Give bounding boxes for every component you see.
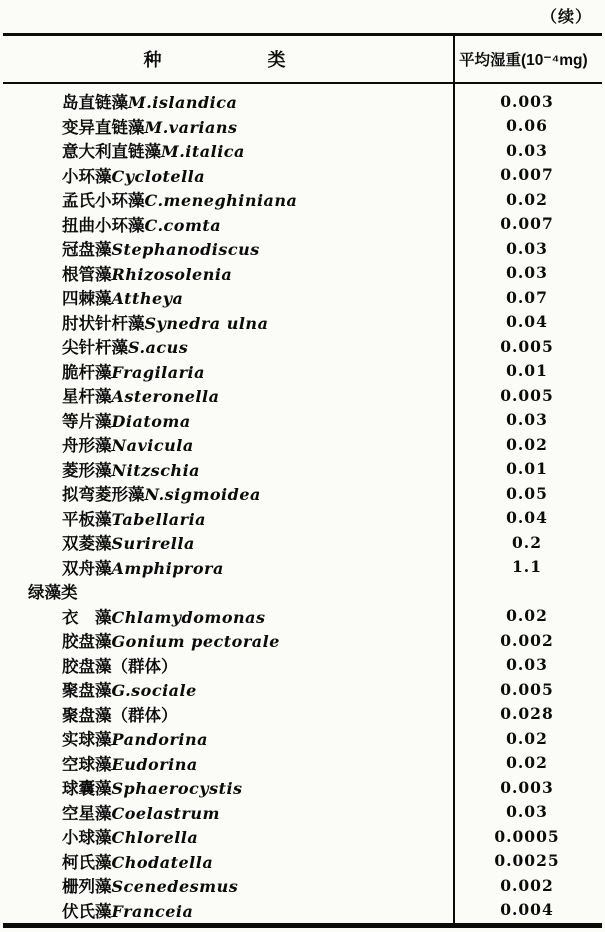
table-row xyxy=(4,579,601,604)
weight-value: 0.02 xyxy=(506,434,548,454)
species-chinese-name: 岛直链藻 xyxy=(62,94,128,113)
header-separator-rule xyxy=(3,82,602,84)
weight-value: 0.003 xyxy=(500,777,554,797)
species-chinese-name: 绿藻类 xyxy=(28,584,78,603)
table-row xyxy=(4,726,601,751)
species-cell xyxy=(4,555,453,579)
species-chinese-name: 胶盘藻（群体） xyxy=(62,657,178,676)
weight-value: 0.0025 xyxy=(494,851,560,871)
species-chinese-name: 小球藻 xyxy=(62,829,112,848)
weight-cell xyxy=(453,827,601,846)
weight-cell xyxy=(453,802,601,821)
weight-value: 1.1 xyxy=(512,557,542,577)
species-chinese-name: 意大利直链藻 xyxy=(62,143,161,162)
weight-value: 0.005 xyxy=(500,679,554,699)
weight-cell xyxy=(453,263,601,282)
weight-cell xyxy=(453,214,601,233)
table-row xyxy=(4,898,601,923)
weight-value: 0.002 xyxy=(500,875,554,895)
species-cell xyxy=(4,285,453,309)
weight-cell xyxy=(453,900,601,919)
species-latin-name: Franceia xyxy=(111,901,194,921)
species-chinese-name: 孟氏小环藻 xyxy=(62,192,145,211)
weight-value: 0.005 xyxy=(500,336,554,356)
weight-value: 0.004 xyxy=(500,900,554,920)
weight-cell xyxy=(453,704,601,723)
weight-value: 0.07 xyxy=(506,287,548,307)
species-chinese-name: 聚盘藻 xyxy=(62,682,112,701)
species-chinese-name: 伏氏藻 xyxy=(62,902,112,921)
table-row xyxy=(4,775,601,800)
species-latin-name: Amphiprora xyxy=(111,558,224,578)
species-cell xyxy=(4,726,453,750)
species-latin-name: Stephanodiscus xyxy=(111,240,260,260)
species-latin-name: Cyclotella xyxy=(111,166,206,186)
species-latin-name: C.meneghiniana xyxy=(144,191,298,211)
weight-column-header xyxy=(459,36,601,82)
weight-cell xyxy=(453,410,601,429)
weight-value: 0.03 xyxy=(506,802,548,822)
weight-value: 0.003 xyxy=(500,91,554,111)
species-latin-name: Pandorina xyxy=(111,730,208,750)
weight-value: 0.04 xyxy=(506,312,548,332)
species-cell xyxy=(4,432,453,456)
species-chinese-name: 栅列藻 xyxy=(62,878,112,897)
weight-cell xyxy=(453,165,601,184)
species-latin-name: Chlorella xyxy=(111,828,199,848)
table-row xyxy=(4,114,601,139)
weight-cell xyxy=(453,92,601,111)
species-header-char-2: 类 xyxy=(267,50,286,70)
weight-cell xyxy=(453,141,601,160)
table-row xyxy=(4,359,601,384)
weight-value: 0.2 xyxy=(512,532,542,552)
weight-value: 0.04 xyxy=(506,508,548,528)
species-latin-name: M.varians xyxy=(144,117,238,137)
table-row xyxy=(4,187,601,212)
table-row xyxy=(4,383,601,408)
weight-cell xyxy=(453,533,601,552)
species-latin-name: Nitzschia xyxy=(111,460,201,480)
species-latin-name: N.sigmoidea xyxy=(144,485,261,505)
species-chinese-name: 拟弯菱形藻 xyxy=(62,486,145,505)
weight-cell xyxy=(453,116,601,135)
weight-cell xyxy=(453,631,601,650)
species-cell xyxy=(4,898,453,922)
species-latin-name: Navicula xyxy=(111,436,194,456)
species-latin-name: S.acus xyxy=(128,338,189,358)
species-latin-name: Synedra ulna xyxy=(144,313,269,333)
species-chinese-name: 星杆藻 xyxy=(62,388,112,407)
weight-cell xyxy=(453,876,601,895)
species-chinese-name: 球囊藻 xyxy=(62,780,112,799)
weight-value: 0.02 xyxy=(506,606,548,626)
weight-value: 0.06 xyxy=(506,116,548,136)
weight-value: 0.02 xyxy=(506,728,548,748)
weight-cell xyxy=(453,508,601,527)
table-row xyxy=(4,261,601,286)
species-chinese-name: 平板藻 xyxy=(62,510,112,529)
species-cell xyxy=(4,800,453,824)
table-row xyxy=(4,653,601,678)
table-row xyxy=(4,310,601,335)
species-cell xyxy=(4,114,453,138)
species-chinese-name: 双舟藻 xyxy=(62,559,112,578)
species-cell xyxy=(4,310,453,334)
table-row xyxy=(4,873,601,898)
species-chinese-name: 胶盘藻 xyxy=(62,633,112,652)
species-cell xyxy=(4,359,453,383)
table-row xyxy=(4,824,601,849)
table-bottom-rule xyxy=(3,923,602,928)
species-cell xyxy=(4,506,453,530)
weight-header-label: 平均湿重(10⁻⁴mg) xyxy=(459,52,588,69)
species-cell xyxy=(4,236,453,260)
weight-cell xyxy=(453,680,601,699)
species-cell xyxy=(4,457,453,481)
species-cell xyxy=(4,824,453,848)
species-cell xyxy=(4,163,453,187)
weight-value: 0.002 xyxy=(500,630,554,650)
table-row xyxy=(4,702,601,727)
weight-value: 0.03 xyxy=(506,238,548,258)
species-cell xyxy=(4,873,453,897)
species-latin-name: Tabellaria xyxy=(111,509,207,529)
table-row xyxy=(4,408,601,433)
species-latin-name: Attheya xyxy=(111,289,184,309)
weight-value: 0.007 xyxy=(500,214,554,234)
table-row xyxy=(4,800,601,825)
table-row xyxy=(4,530,601,555)
weight-cell xyxy=(453,386,601,405)
species-header-char-1: 种 xyxy=(143,50,162,70)
weight-value: 0.01 xyxy=(506,459,548,479)
table-row xyxy=(4,432,601,457)
weight-cell xyxy=(453,851,601,870)
species-latin-name: Eudorina xyxy=(111,754,198,774)
continued-label: （续） xyxy=(540,9,592,26)
species-cell xyxy=(4,383,453,407)
species-chinese-name: 聚盘藻（群体） xyxy=(62,706,178,725)
table-row xyxy=(4,677,601,702)
species-chinese-name: 实球藻 xyxy=(62,731,112,750)
weight-value: 0.03 xyxy=(506,655,548,675)
species-column-header xyxy=(0,36,439,82)
weight-cell xyxy=(453,606,601,625)
weight-value: 0.03 xyxy=(506,410,548,430)
weight-cell xyxy=(453,729,601,748)
species-cell xyxy=(4,261,453,285)
table-row xyxy=(4,285,601,310)
table-row xyxy=(4,751,601,776)
species-chinese-name: 尖针杆藻 xyxy=(62,339,128,358)
species-latin-name: Coelastrum xyxy=(111,803,220,823)
species-cell xyxy=(4,212,453,236)
species-cell xyxy=(4,751,453,775)
species-cell xyxy=(4,702,453,726)
weight-value: 0.03 xyxy=(506,263,548,283)
species-latin-name: Scenedesmus xyxy=(111,877,239,897)
species-chinese-name: 柯氏藻 xyxy=(62,853,112,872)
table-row xyxy=(4,212,601,237)
table-row xyxy=(4,457,601,482)
species-chinese-name: 舟形藻 xyxy=(62,437,112,456)
species-cell xyxy=(4,849,453,873)
species-latin-name: Fragilaria xyxy=(111,362,205,382)
species-cell xyxy=(4,481,453,505)
species-chinese-name: 空球藻 xyxy=(62,755,112,774)
species-latin-name: G.sociale xyxy=(111,681,197,701)
species-cell xyxy=(4,653,453,677)
weight-value: 0.0005 xyxy=(494,826,560,846)
table-row xyxy=(4,163,601,188)
table-row xyxy=(4,334,601,359)
weight-cell xyxy=(453,459,601,478)
weight-cell xyxy=(453,190,601,209)
table-row xyxy=(4,481,601,506)
table-row xyxy=(4,236,601,261)
species-chinese-name: 冠盘藻 xyxy=(62,241,112,260)
table-rows xyxy=(4,89,601,922)
table-row xyxy=(4,506,601,531)
species-latin-name: Sphaerocystis xyxy=(111,779,243,799)
species-chinese-name: 双菱藻 xyxy=(62,535,112,554)
weight-value: 0.02 xyxy=(506,753,548,773)
species-latin-name: C.comta xyxy=(144,215,222,235)
weight-cell xyxy=(453,484,601,503)
table-row xyxy=(4,628,601,653)
weight-cell xyxy=(453,288,601,307)
species-chinese-name: 小环藻 xyxy=(62,167,112,186)
species-latin-name: Chlamydomonas xyxy=(111,607,266,627)
species-cell xyxy=(4,775,453,799)
species-chinese-name: 四棘藻 xyxy=(62,290,112,309)
species-chinese-name: 根管藻 xyxy=(62,265,112,284)
weight-value: 0.028 xyxy=(500,704,554,724)
species-chinese-name: 衣 藻 xyxy=(62,608,112,627)
species-cell xyxy=(4,187,453,211)
species-latin-name: Chodatella xyxy=(111,852,214,872)
weight-cell xyxy=(453,753,601,772)
species-cell xyxy=(4,628,453,652)
weight-cell xyxy=(453,655,601,674)
table-row xyxy=(4,89,601,114)
weight-cell xyxy=(453,778,601,797)
species-cell xyxy=(4,530,453,554)
table-row xyxy=(4,138,601,163)
weight-value: 0.05 xyxy=(506,483,548,503)
species-latin-name: Diatoma xyxy=(111,411,191,431)
species-chinese-name: 空星藻 xyxy=(62,804,112,823)
species-cell xyxy=(4,677,453,701)
weight-value: 0.01 xyxy=(506,361,548,381)
species-latin-name: Asteronella xyxy=(111,387,220,407)
species-chinese-name: 扭曲小环藻 xyxy=(62,216,145,235)
species-cell xyxy=(4,579,453,603)
weight-value: 0.005 xyxy=(500,385,554,405)
species-cell xyxy=(4,138,453,162)
species-chinese-name: 肘状针杆藻 xyxy=(62,314,145,333)
species-latin-name: Surirella xyxy=(111,534,195,554)
species-latin-name: Gonium pectorale xyxy=(111,632,280,652)
table-row xyxy=(4,555,601,580)
species-cell xyxy=(4,408,453,432)
species-latin-name: Rhizosolenia xyxy=(111,264,233,284)
weight-cell xyxy=(453,361,601,380)
weight-cell xyxy=(453,239,601,258)
weight-value: 0.02 xyxy=(506,189,548,209)
weight-cell xyxy=(453,435,601,454)
species-chinese-name: 变异直链藻 xyxy=(62,118,145,137)
weight-value: 0.007 xyxy=(500,165,554,185)
table-row xyxy=(4,604,601,629)
weight-cell xyxy=(453,312,601,331)
species-chinese-name: 脆杆藻 xyxy=(62,363,112,382)
table-row xyxy=(4,849,601,874)
species-chinese-name: 菱形藻 xyxy=(62,461,112,480)
species-cell xyxy=(4,604,453,628)
species-latin-name: M.italica xyxy=(161,142,245,162)
species-cell xyxy=(4,334,453,358)
species-chinese-name: 等片藻 xyxy=(62,412,112,431)
weight-value: 0.03 xyxy=(506,140,548,160)
weight-cell xyxy=(453,337,601,356)
species-cell xyxy=(4,89,453,113)
species-latin-name: M.islandica xyxy=(128,93,238,113)
weight-cell xyxy=(453,557,601,576)
